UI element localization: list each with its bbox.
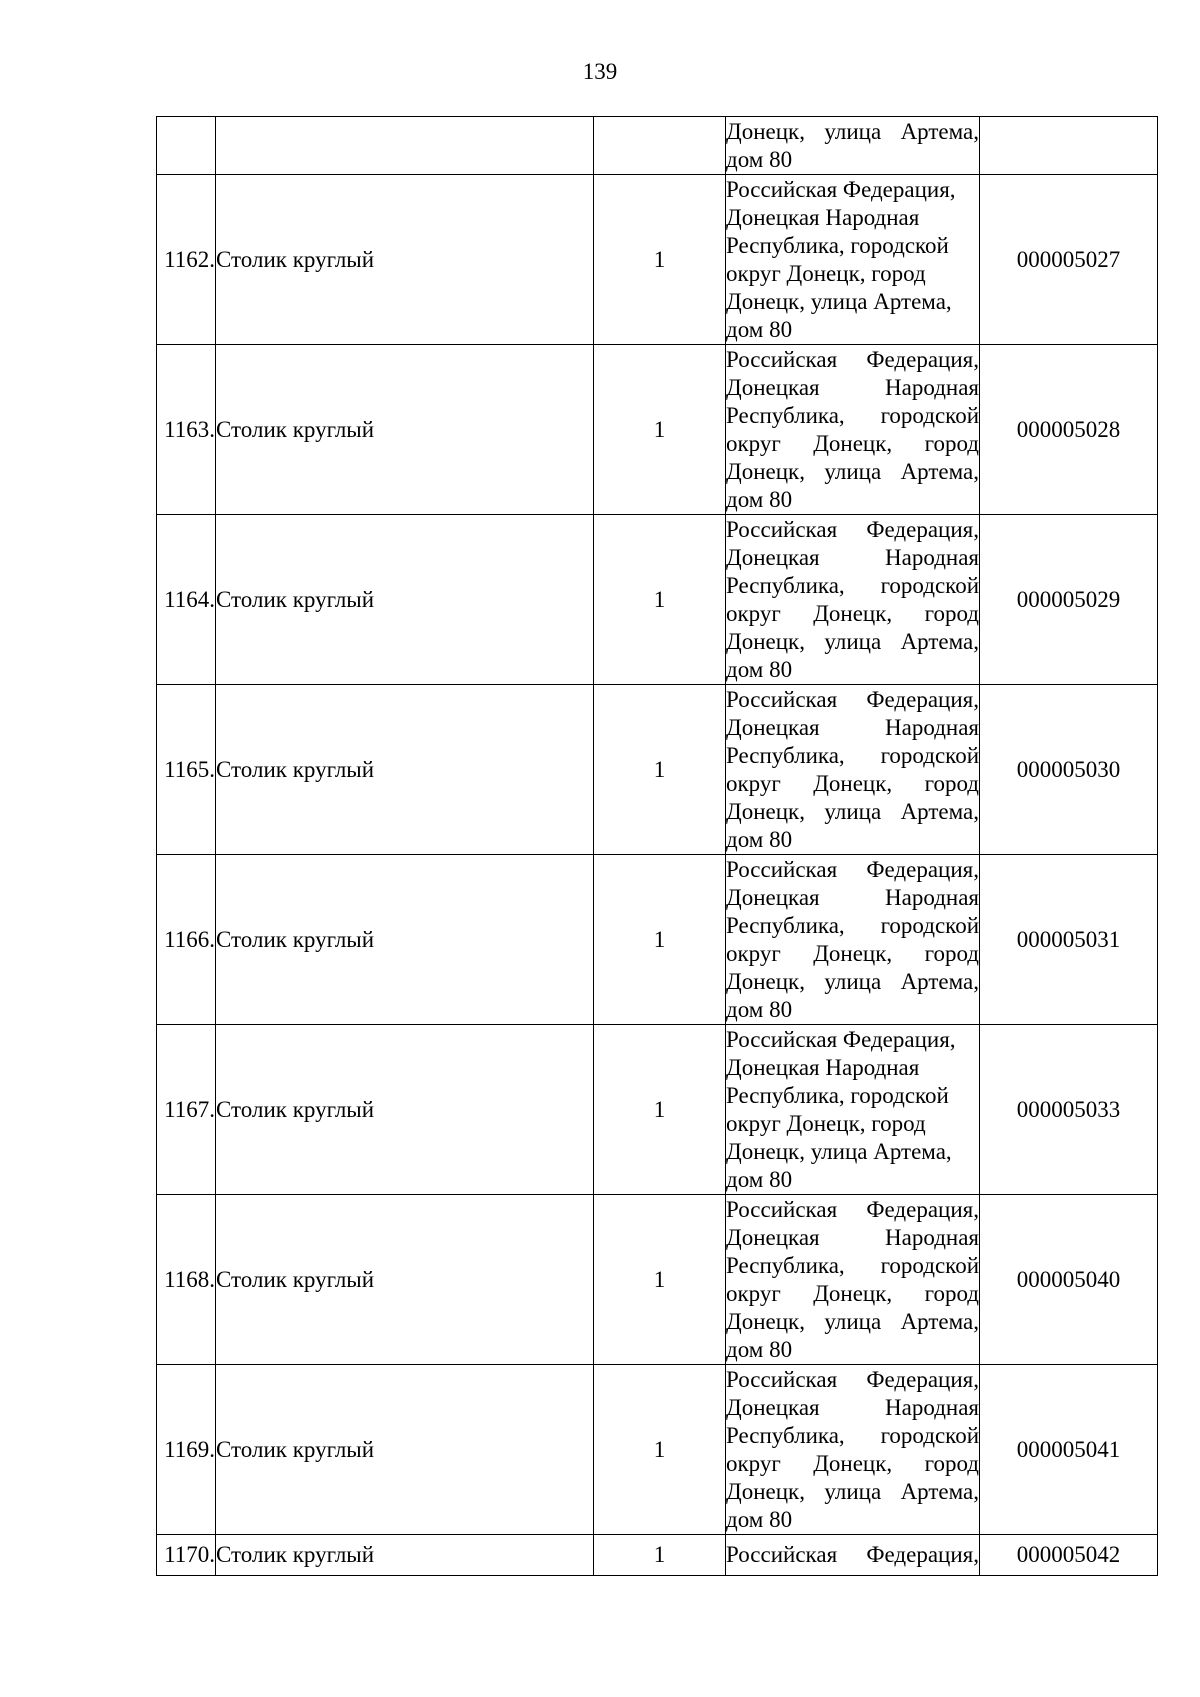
item-name: Столик круглый	[216, 515, 594, 685]
address-line: округ Донецк, город	[726, 260, 926, 286]
address-line: Российская Федерация,	[726, 686, 979, 712]
row-number-cell	[157, 117, 216, 175]
table-row	[157, 1365, 1158, 1535]
quantity: 1	[594, 175, 726, 345]
table-row-continuation	[157, 117, 1158, 175]
address-line: Донецк, улица Артема,	[726, 798, 979, 824]
address-line: Донецк, улица Артема,	[726, 458, 979, 484]
item-name: Столик круглый	[216, 1535, 594, 1576]
quantity: 1	[594, 685, 726, 855]
address-line: дом 80	[726, 1336, 793, 1362]
address-line: Российская Федерация,	[726, 1366, 979, 1392]
address-line: Донецкая Народная	[726, 544, 979, 570]
inventory-number: 000005028	[980, 345, 1158, 515]
address-line: Республика, городской	[726, 1082, 949, 1108]
address-cell	[726, 685, 980, 855]
address-line: Республика, городской	[726, 912, 979, 938]
quantity: 1	[594, 855, 726, 1025]
item-name: Столик круглый	[216, 685, 594, 855]
item-name: Столик круглый	[216, 1195, 594, 1365]
quantity: 1	[594, 1195, 726, 1365]
address-line: округ Донецк, город	[726, 770, 979, 796]
inventory-number-cell	[980, 117, 1158, 175]
address-line: дом 80	[726, 316, 793, 342]
row-number: 1166.	[157, 855, 216, 1025]
address-line: Российская Федерация,	[726, 1542, 979, 1567]
address-line: округ Донецк, город	[726, 940, 979, 966]
address-line: Российская Федерация,	[726, 856, 979, 882]
address-cell	[726, 175, 980, 345]
address-line: дом 80	[726, 656, 793, 682]
row-number: 1167.	[157, 1025, 216, 1195]
address-line: Донецк, улица Артема,	[726, 968, 979, 994]
address-cell	[726, 1365, 980, 1535]
address-line: Российская Федерация,	[726, 1196, 979, 1222]
inventory-number: 000005030	[980, 685, 1158, 855]
address-line: Донецк, улица Артема,	[726, 628, 979, 654]
address-line: округ Донецк, город	[726, 1110, 926, 1136]
address-line: дом 80	[726, 146, 793, 172]
address-line: Донецкая Народная	[726, 1224, 979, 1250]
table-row	[157, 855, 1158, 1025]
item-name: Столик круглый	[216, 175, 594, 345]
address-line: дом 80	[726, 1166, 793, 1192]
item-name: Столик круглый	[216, 1025, 594, 1195]
table-row	[157, 175, 1158, 345]
address-line: округ Донецк, город	[726, 600, 979, 626]
inventory-number: 000005031	[980, 855, 1158, 1025]
item-name: Столик круглый	[216, 1365, 594, 1535]
address-line: Республика, городской	[726, 572, 979, 598]
quantity: 1	[594, 515, 726, 685]
table-row	[157, 1025, 1158, 1195]
address-line: Донецкая Народная	[726, 204, 920, 230]
inventory-number: 000005042	[980, 1535, 1158, 1576]
address-cell	[726, 345, 980, 515]
address-line: Российская Федерация,	[726, 176, 956, 202]
row-number: 1162.	[157, 175, 216, 345]
row-number: 1169.	[157, 1365, 216, 1535]
item-name: Столик круглый	[216, 345, 594, 515]
row-number: 1168.	[157, 1195, 216, 1365]
address-line: Республика, городской	[726, 232, 949, 258]
address-line: Донецкая Народная	[726, 374, 979, 400]
quantity: 1	[594, 1365, 726, 1535]
row-number: 1170.	[157, 1535, 216, 1576]
address-line: Республика, городской	[726, 402, 979, 428]
table-row	[157, 685, 1158, 855]
quantity: 1	[594, 1535, 726, 1576]
address-cell	[726, 1025, 980, 1195]
address-cell	[726, 1535, 980, 1576]
address-line: Российская Федерация,	[726, 346, 979, 372]
address-line: Донецк, улица Артема,	[726, 1478, 979, 1504]
address-line: округ Донецк, город	[726, 430, 979, 456]
inventory-number: 000005033	[980, 1025, 1158, 1195]
address-line: Донецк, улица Артема,	[726, 118, 979, 144]
address-line: дом 80	[726, 1506, 793, 1532]
quantity-cell	[594, 117, 726, 175]
inventory-number: 000005029	[980, 515, 1158, 685]
address-cell	[726, 515, 980, 685]
address-line: Донецкая Народная	[726, 884, 979, 910]
table-row	[157, 345, 1158, 515]
address-line: Донецк, улица Артема,	[726, 1138, 952, 1164]
item-name-cell	[216, 117, 594, 175]
address-line: Республика, городской	[726, 1422, 979, 1448]
address-line: дом 80	[726, 996, 793, 1022]
table-row	[157, 515, 1158, 685]
item-name: Столик круглый	[216, 855, 594, 1025]
address-line: дом 80	[726, 826, 793, 852]
table-row	[157, 1535, 1158, 1576]
address-line: округ Донецк, город	[726, 1450, 979, 1476]
address-line: Донецкая Народная	[726, 714, 979, 740]
inventory-table	[156, 116, 1158, 1576]
address-cell	[726, 855, 980, 1025]
address-line: Российская Федерация,	[726, 1026, 956, 1052]
quantity: 1	[594, 1025, 726, 1195]
address-cell	[726, 117, 980, 175]
address-line: Донецк, улица Артема,	[726, 1308, 979, 1334]
inventory-number: 000005027	[980, 175, 1158, 345]
address-line: Донецкая Народная	[726, 1054, 920, 1080]
row-number: 1164.	[157, 515, 216, 685]
address-line: Республика, городской	[726, 742, 979, 768]
address-line: Донецкая Народная	[726, 1394, 979, 1420]
address-line: Российская Федерация,	[726, 516, 979, 542]
table-row	[157, 1195, 1158, 1365]
quantity: 1	[594, 345, 726, 515]
inventory-number: 000005040	[980, 1195, 1158, 1365]
address-line: Донецк, улица Артема,	[726, 288, 952, 314]
inventory-number: 000005041	[980, 1365, 1158, 1535]
address-line: округ Донецк, город	[726, 1280, 979, 1306]
row-number: 1165.	[157, 685, 216, 855]
address-line: Республика, городской	[726, 1252, 979, 1278]
address-line: дом 80	[726, 486, 793, 512]
page-number: 139	[582, 59, 618, 84]
row-number: 1163.	[157, 345, 216, 515]
address-cell	[726, 1195, 980, 1365]
